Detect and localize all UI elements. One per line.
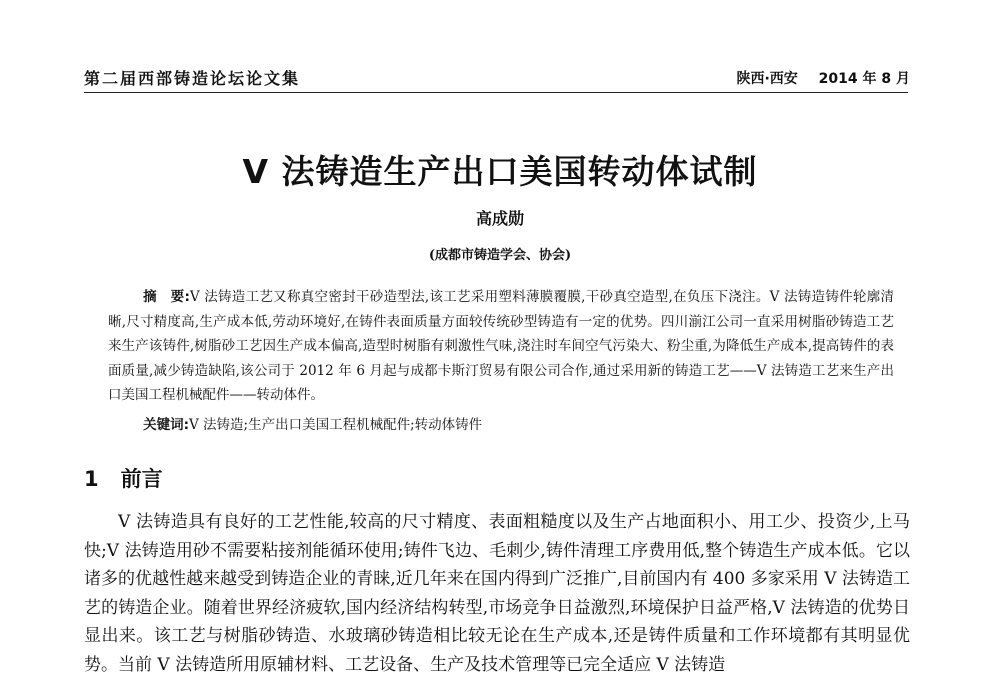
paper-title: V 法铸造生产出口美国转动体试制 — [242, 152, 758, 191]
running-header-info — [736, 68, 910, 88]
section-title: 前言 — [120, 467, 163, 491]
abstract-text: V 法铸造工艺又称真空密封干砂造型法,该工艺采用塑料薄膜覆膜,干砂真空造型,在负压下浇注。V 法铸造铸件轮廓清晰,尺寸精度高,生产成本低,劳动环境好,在铸件表面质量方面较传统砂型铸造有一定的优势。四川湔江公司一直采用树脂砂铸造工艺来生产该铸件,树脂砂工艺因生产成本偏高,造型时树脂有刺激性气味,浇注时车间空气污染大、粉尘重,为降低生产成本,提高铸件的表面质量,减少铸造缺陷,该公司于 2012 年 6 月起与成都卡斯汀贸易有限公司合作,通过采用新的铸造工艺——V 法铸造工艺来生产出口美国工程机械配件——转动体件。 — [108, 289, 894, 404]
keywords — [108, 413, 894, 437]
abstract-label: 摘 要: — [143, 289, 190, 305]
keywords-label: 关键词: — [143, 417, 189, 433]
section-number: 1 — [84, 467, 99, 491]
keywords-text: V 法铸造;生产出口美国工程机械配件;转动体铸件 — [189, 417, 483, 433]
author-name: 高成勋 — [475, 209, 524, 228]
section-heading — [84, 463, 163, 493]
running-header-title: 第二届西部铸造论坛论文集 — [84, 69, 301, 88]
body-paragraph: V 法铸造具有良好的工艺性能,较高的尺寸精度、表面粗糙度以及生产占地面积小、用工少、投资少,上马快;V 法铸造用砂不需要粘接剂能循环使用;铸件飞边、毛刺少,铸件清理工序费用低,整个铸造生产成本低。它以诸多的优越性越来越受到铸造企业的青睐,近几年来在国内得到广泛推广,目前国内有 400 多家采用 V 法铸造工艺的铸造企业。随着世界经济疲软,国内经济结构转型,市场竞争日益激烈,环境保护日益严格,V 法铸造的优势日显出来。该工艺与树脂砂铸造、水玻璃砂铸造相比较无论在生产成本,还是铸件质量和工作环境都有其明显优势。当前 V 法铸造所用原辅材料、工艺设备、生产及技术管理等已完全适应 V 法铸造 — [84, 512, 910, 675]
abstract — [108, 285, 894, 408]
header-location: 陕西·西安 — [736, 71, 798, 87]
header-divider — [84, 92, 908, 93]
author-affiliation: (成都市铸造学会、协会) — [428, 248, 572, 263]
header-date: 2014 年 8 月 — [818, 71, 910, 87]
